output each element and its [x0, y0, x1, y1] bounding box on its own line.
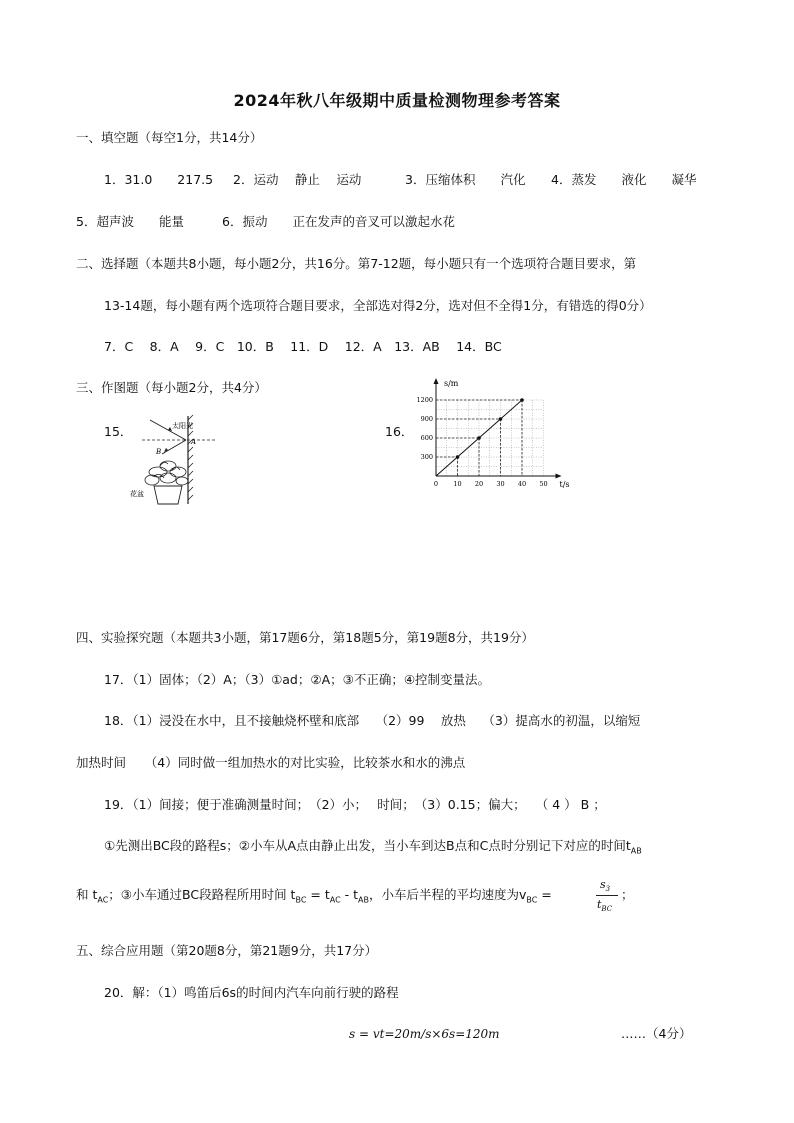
figure-15-reflection	[128, 414, 224, 506]
data-point	[456, 455, 460, 459]
q17-answer: 17．（1）固体；（2）A；（3）①ad；②A；③不正确；④控制变量法。	[104, 672, 491, 687]
q18-answer: 18．（1）浸没在水中，且不接触烧杯壁和底部 （2）99 放热 （3）提高水的初温，以缩短	[104, 713, 641, 728]
fraction-end: ；	[621, 887, 634, 902]
data-point	[520, 398, 524, 402]
section-5-heading: 五、综合应用题（第20题8分，第21题9分，共17分）	[76, 943, 378, 958]
answer-4: 4．蒸发 液化 凝华	[551, 172, 697, 187]
section-2-heading: 二、选择题（本题共8小题，每小题2分，共16分。第7-12题，每小题只有一个选项符合题目要求，第	[76, 256, 637, 271]
page-title: 2024年秋八年级期中质量检测物理参考答案	[233, 91, 561, 110]
section-3-heading: 三、作图题（每小题2分，共4分）	[76, 380, 267, 395]
choice-answers: 7．C 8．A 9．C 10．B 11．D 12．A 13．AB 14．BC	[104, 339, 502, 354]
y-tick-label: 1200	[416, 396, 433, 405]
chart-axes	[434, 378, 562, 479]
x-tick-label: 40	[517, 480, 527, 488]
data-point	[477, 436, 481, 440]
pot-label: 花盆	[130, 490, 144, 498]
answer-1: 1．31.0 217.5	[104, 172, 214, 187]
fraction-numerator: $s_3$	[600, 878, 611, 894]
fraction-bar	[596, 895, 618, 896]
flower-pot-icon	[154, 486, 182, 504]
answer-5: 5．超声波 能量	[76, 214, 184, 229]
section-2-heading-cont: 13-14题，每小题有两个选项符合题目要求，全部选对得2分，选对但不全得1分，有错选的得0分）	[104, 298, 652, 313]
x-tick-label: 20	[474, 480, 484, 488]
answer-2: 2．运动 静止 运动	[233, 172, 362, 187]
y-axis-label: s/m	[444, 379, 459, 388]
q18-answer-cont: 加热时间 （4）同时做一组加热水的对比实验，比较茶水和水的沸点	[76, 755, 466, 770]
q19-answer-line2: ①先测出BC段的路程s；②小车从A点由静止出发，当小车到达B点和C点时分别记下对应的时间$t_{AB}$	[104, 838, 642, 856]
q20-formula: s = vt=20m/s×6s=120m	[349, 1027, 500, 1041]
fraction-denominator: $t_{BC}$	[597, 898, 613, 914]
x-tick-label: 50	[539, 480, 548, 488]
x-axis-label: t/s	[559, 480, 570, 489]
chart-series	[436, 398, 524, 476]
x-tick-label: 10	[453, 480, 462, 488]
q19-answer-line3: 和 $t_{AC}$；③小车通过BC段路程所用时间 $t_{BC} = t_{AC} - t_{AB}$，小车后半程的平均速度为$v_{BC}$ =	[76, 887, 552, 905]
answer-6: 6．振动 正在发声的音叉可以激起水花	[222, 214, 455, 229]
q15-label: 15．	[104, 424, 133, 439]
answer-3: 3．压缩体积 汽化	[405, 172, 526, 187]
y-tick-label: 600	[420, 434, 433, 443]
sun-label: 太阳光	[172, 422, 193, 430]
point-b-label: B	[156, 448, 162, 456]
q20-score: ……（4分）	[621, 1026, 692, 1041]
x-tick-label: 30	[496, 480, 505, 488]
q20-answer: 20．解：（1）鸣笛后6s的时间内汽车向前行驶的路程	[104, 985, 399, 1000]
figure-16-chart	[408, 368, 580, 492]
point-a-label: A	[191, 438, 197, 446]
section-1-heading: 一、填空题（每空1分，共14分）	[76, 130, 263, 145]
plant-icon	[145, 461, 188, 485]
section-4-heading: 四、实验探究题（本题共3小题，第17题6分，第18题5分，第19题8分，共19分）	[76, 630, 534, 645]
q19-answer: 19．（1）间接；便于准确测量时间； （2）小； 时间； （3）0.15；偏大； （ 4 ） B ；	[104, 797, 606, 812]
y-tick-label: 900	[420, 415, 433, 424]
data-point	[499, 417, 503, 421]
q16-label: 16．	[385, 424, 414, 439]
x-tick-label: 0	[433, 480, 439, 488]
x-axis-arrow-icon	[556, 474, 562, 479]
reflected-ray	[162, 440, 186, 454]
y-tick-label: 300	[420, 453, 433, 462]
y-axis-arrow-icon	[434, 378, 439, 384]
